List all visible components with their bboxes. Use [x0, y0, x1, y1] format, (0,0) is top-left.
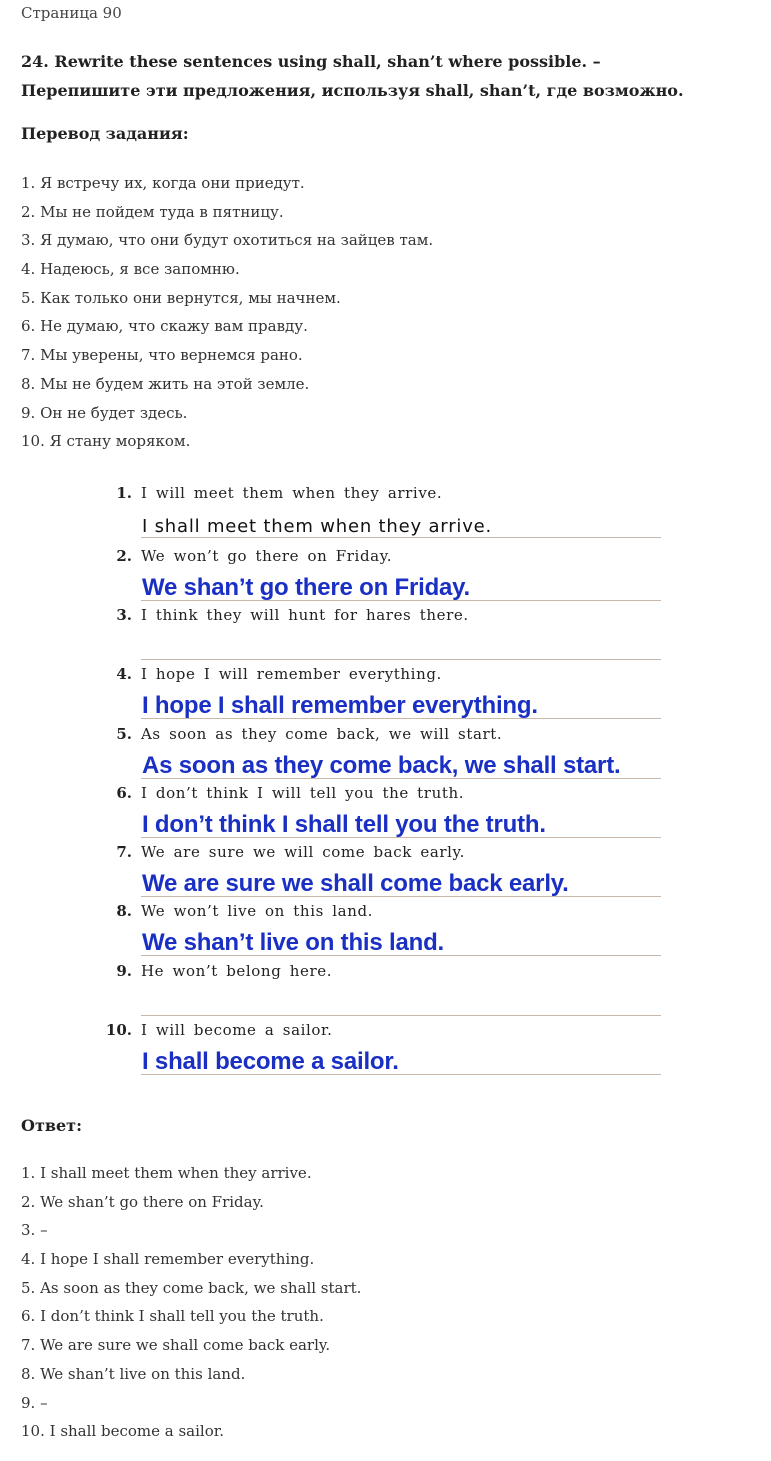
exercise-number: 2. [116, 547, 132, 565]
translation-item: 2. Мы не пойдем туда в пятницу. [21, 202, 284, 221]
exercise-number: 10. [105, 1021, 132, 1039]
exercise-sentence: We won’t go there on Friday. [141, 547, 393, 565]
written-answer: As soon as they come back, we shall start. [142, 752, 621, 779]
exercise-number: 5. [116, 725, 132, 743]
answer-heading: Ответ: [21, 1116, 82, 1135]
exercise-sentence: He won’t belong here. [141, 962, 333, 980]
task-title-en: 24. Rewrite these sentences using shall, shan’t where possible. – [21, 52, 601, 71]
exercise-sentence: I will meet them when they arrive. [141, 484, 443, 502]
translation-item: 10. Я стану моряком. [21, 432, 191, 451]
translation-list [21, 169, 433, 456]
exercise-number: 7. [116, 843, 132, 861]
translation-item: 5. Как только они вернутся, мы начнем. [21, 288, 341, 307]
answer-item: 3. – [21, 1221, 48, 1240]
written-answer: We are sure we shall come back early. [142, 870, 569, 897]
answer-item: 7. We are sure we shall come back early. [21, 1336, 331, 1355]
exercise-sentence: We are sure we will come back early. [141, 843, 465, 861]
translation-item: 9. Он не будет здесь. [21, 403, 188, 422]
answer-item: 8. We shan’t live on this land. [21, 1364, 246, 1383]
task-title [21, 47, 761, 105]
answer-line [141, 537, 661, 538]
written-answer: I hope I shall remember everything. [142, 692, 538, 719]
answer-item: 10. I shall become a sailor. [21, 1422, 225, 1441]
workbook-exercise [96, 896, 671, 956]
translation-item: 8. Мы не будем жить на этой земле. [21, 374, 310, 393]
handwritten-answer: I shall meet them when they arrive. [142, 516, 493, 537]
workbook-exercise [96, 837, 671, 897]
answer-line [141, 1074, 661, 1075]
answer-item: 2. We shan’t go there on Friday. [21, 1192, 264, 1211]
translation-item: 3. Я думаю, что они будут охотиться на зайцев там. [21, 231, 434, 250]
workbook-exercise [96, 541, 671, 601]
exercise-number: 8. [116, 902, 132, 920]
task-title-ru: Перепишите эти предложения, используя shall, shan’t, где возможно. [21, 81, 684, 100]
answer-item: 1. I shall meet them when they arrive. [21, 1164, 312, 1182]
translation-item: 6. Не думаю, что скажу вам правду. [21, 317, 308, 336]
exercise-sentence: I think they will hunt for hares there. [141, 606, 469, 624]
workbook-exercise [96, 600, 671, 660]
answer-item: 5. As soon as they come back, we shall start. [21, 1278, 362, 1297]
exercise-sentence: We won’t live on this land. [141, 902, 374, 920]
translation-item: 1. Я встречу их, когда они приедут. [21, 174, 305, 192]
written-answer: We shan’t live on this land. [142, 929, 445, 956]
exercise-number: 3. [116, 606, 132, 624]
workbook-exercise [96, 719, 671, 779]
answer-item: 9. – [21, 1393, 48, 1412]
exercise-number: 4. [116, 665, 132, 683]
written-answer: We shan’t go there on Friday. [142, 574, 471, 601]
exercise-number: 1. [116, 484, 132, 502]
translation-item: 4. Надеюсь, я все запомню. [21, 260, 240, 279]
exercise-sentence: I hope I will remember everything. [141, 665, 442, 683]
exercise-sentence: I don’t think I will tell you the truth. [141, 784, 465, 802]
workbook-exercise [96, 659, 671, 719]
exercise-sentence: I will become a sailor. [141, 1021, 333, 1039]
answer-item: 6. I don’t think I shall tell you the truth. [21, 1307, 324, 1326]
exercise-sentence: As soon as they come back, we will start. [141, 725, 503, 743]
written-answer: I shall become a sailor. [142, 1048, 399, 1075]
workbook-scan [96, 478, 671, 1083]
workbook-exercise [96, 478, 671, 538]
workbook-exercise [96, 778, 671, 838]
workbook-exercise [96, 956, 671, 1016]
answer-item: 4. I hope I shall remember everything. [21, 1250, 315, 1269]
workbook-exercise [96, 1015, 671, 1075]
exercise-number: 6. [116, 784, 132, 802]
written-answer: I don’t think I shall tell you the truth. [142, 811, 546, 838]
answer-list [21, 1159, 361, 1446]
translation-item: 7. Мы уверены, что вернемся рано. [21, 346, 303, 365]
translation-heading: Перевод задания: [21, 124, 189, 143]
exercise-number: 9. [116, 962, 132, 980]
page-number-label: Страница 90 [21, 4, 122, 22]
